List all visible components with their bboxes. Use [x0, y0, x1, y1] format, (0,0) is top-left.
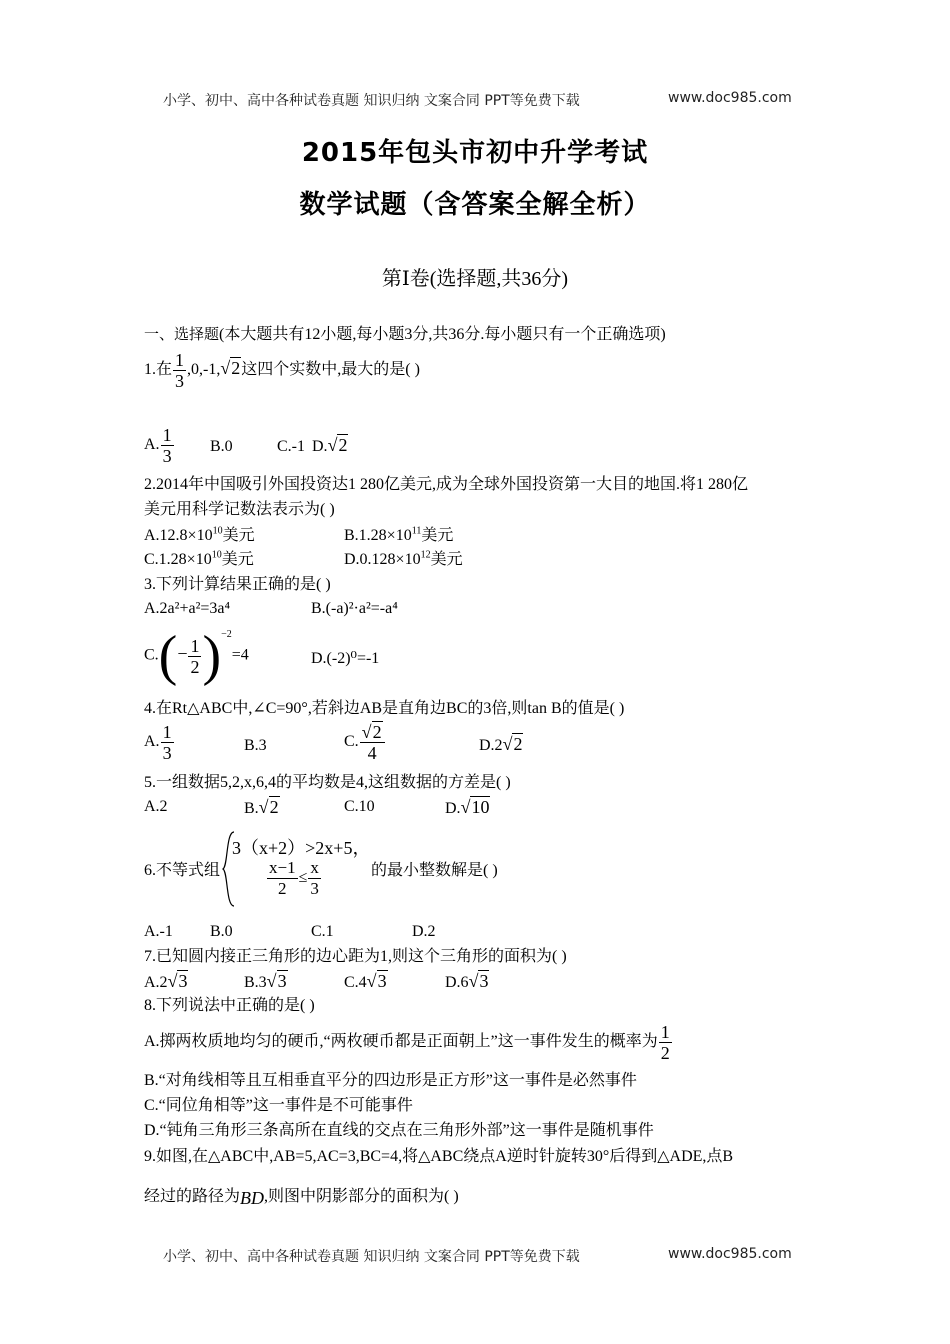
question-3: 3.下列计算结果正确的是( ): [144, 576, 331, 593]
option-d: D.“钝角三角形三条高所在直线的交点在三角形外部”这一事件是随机事件: [144, 1122, 654, 1139]
option-a: A.-1: [144, 923, 173, 940]
option-c: C.-1: [277, 438, 305, 455]
inequality-row-1: 3（x+2）>2x+5，: [232, 838, 371, 858]
question-2-line2: 美元用科学记数法表示为( ): [144, 501, 335, 518]
question-6-options: [144, 922, 544, 944]
option-c: C. $\frac{√2}{4}$: [344, 722, 386, 763]
option-d: D.2√2: [479, 734, 523, 754]
option-b: B.0: [210, 923, 233, 940]
option-a: A. $\frac{1}{3}$: [144, 425, 172, 466]
option-d: D.2: [412, 923, 436, 940]
question-6-suffix: 的最小整数解是( ): [371, 862, 498, 879]
option-a: A. $\frac{1}{3}$: [144, 722, 172, 763]
page-title: 2015年包头市初中升学考试: [301, 138, 649, 168]
option-b: B.3√3: [244, 971, 287, 991]
question-6-prefix: 6.不等式组: [144, 862, 221, 879]
question-9-line2: 经过的路径为BD,则图中阴影部分的面积为( ): [144, 1188, 459, 1208]
question-7: 7.已知圆内接正三角形的边心距为1,则这个三角形的面积为( ): [144, 948, 567, 965]
option-a: A.掷两枚质地均匀的硬币,“两枚硬币都是正面朝上”这一事件发生的概率为 $\frac{1}{2}$: [144, 1022, 670, 1063]
question-7-options: [144, 971, 644, 995]
question-1-options: [144, 425, 544, 469]
option-c: C.1: [311, 923, 334, 940]
section-heading: 第Ⅰ卷(选择题,共36分): [381, 268, 569, 290]
option-c: $C.1.28\times 10^{10}$美元: [144, 549, 254, 568]
question-5-options: [144, 797, 644, 821]
question-1: 1.在 $\frac{1}{3}$ ,0,-1,√2这四个实数中,最大的是( ): [144, 350, 420, 391]
radical: √2: [220, 358, 241, 379]
option-d: D.6√3: [445, 971, 489, 991]
option-a: A.2a²+a²=3a⁴: [144, 600, 231, 617]
footer-text: 小学、初中、高中各种试卷真题 知识归纳 文案合同 PPT等免费下载: [163, 1249, 580, 1265]
part-heading: 一、选择题(本大题共有12小题,每小题3分,共36分.每小题只有一个正确选项): [144, 325, 666, 343]
page-subtitle: 数学试题（含答案全解全析）: [299, 190, 651, 220]
question-2-line1: 2.2014年中国吸引外国投资达1 280亿美元,成为全球外国投资第一大目的地国.将1 280亿: [144, 476, 749, 493]
option-d: D.√10: [445, 797, 490, 817]
inequality-row-2: $\frac{x-1}{2}$ ≤ $\frac{x}{3}$: [269, 858, 319, 898]
option-a: A.2: [144, 798, 168, 815]
question-4-options: [144, 722, 644, 768]
option-c: C.10: [344, 798, 375, 815]
option-a: $A.12.8\times 10^{10}$美元: [144, 525, 255, 544]
option-b: B.0: [210, 438, 233, 455]
option-a: A.2√3: [144, 971, 188, 991]
option-b: B.3: [244, 737, 267, 754]
question-8: 8.下列说法中正确的是( ): [144, 997, 315, 1014]
header-url[interactable]: www.doc985.com: [668, 90, 792, 106]
option-b: $B.1.28\times 10^{11}$美元: [344, 525, 454, 544]
option-b: B.(-a)²·a²=-a⁴: [311, 600, 398, 617]
option-c: C.“同位角相等”这一事件是不可能事件: [144, 1097, 413, 1114]
question-5: 5.一组数据5,2,x,6,4的平均数是4,这组数据的方差是( ): [144, 774, 511, 791]
question-9-line1: 9.如图,在△ABC中,AB=5,AC=3,BC=4,将△ABC绕点A逆时针旋转30°后得到△ADE,点B: [144, 1148, 734, 1165]
option-c: C.(− $\frac{1}{2}$ )$^{-2}$=4: [144, 625, 249, 687]
option-b: B.“对角线相等且互相垂直平分的四边形是正方形”这一事件是必然事件: [144, 1072, 637, 1089]
option-b: B.√2: [244, 797, 279, 817]
option-d: $D.0.128\times 10^{12}$美元: [344, 549, 463, 568]
option-d: D.(-2)⁰=-1: [311, 650, 380, 667]
option-c: C.4√3: [344, 971, 387, 991]
arc-bd: BD: [240, 1188, 265, 1208]
question-4: 4.在Rt△ABC中,∠C=90°,若斜边AB是直角边BC的3倍,则tan B的值是( ): [144, 700, 625, 717]
footer-url[interactable]: www.doc985.com: [668, 1246, 792, 1262]
header-text: 小学、初中、高中各种试卷真题 知识归纳 文案合同 PPT等免费下载: [163, 93, 580, 109]
option-d: D.√2: [312, 435, 348, 455]
